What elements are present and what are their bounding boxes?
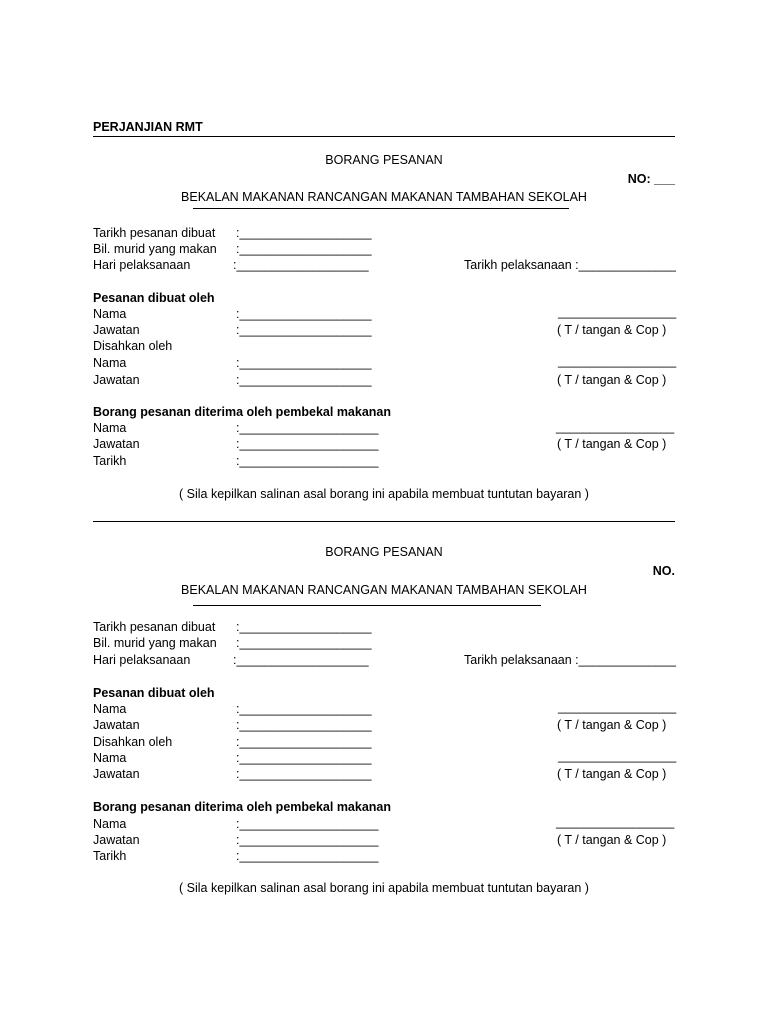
field-label-jawatan: Jawatan — [93, 718, 140, 732]
signature-line[interactable]: _________________ — [556, 420, 675, 434]
signature-line[interactable]: _________________ — [556, 815, 675, 829]
field-disahkan-nama[interactable]: :___________________ — [236, 751, 372, 765]
form-note: ( Sila kepilkan salinan asal borang ini apabila membuat tuntutan bayaran ) — [179, 487, 589, 501]
field-label-nama: Nama — [93, 307, 127, 321]
signature-caption: ( T / tangan & Cop ) — [557, 767, 667, 781]
field-bil-murid[interactable]: :___________________ — [236, 242, 372, 256]
field-label-nama: Nama — [93, 751, 127, 765]
field-label-jawatan: Jawatan — [93, 437, 140, 451]
field-tarikh-pesanan[interactable]: :___________________ — [236, 226, 372, 240]
signature-caption: ( T / tangan & Cop ) — [557, 437, 667, 451]
field-bil-murid[interactable]: :___________________ — [236, 636, 372, 650]
field-label-jawatan: Jawatan — [93, 323, 140, 337]
field-disahkan-jawatan[interactable]: :___________________ — [236, 767, 372, 781]
form-number: NO: ___ — [627, 172, 675, 186]
field-label-nama: Nama — [93, 356, 127, 370]
field-hari-pelaksanaan[interactable]: :___________________ — [233, 258, 369, 272]
field-hari-pelaksanaan[interactable]: :___________________ — [233, 653, 369, 667]
field-label-hari-pelaksanaan: Hari pelaksanaan — [93, 653, 191, 667]
field-label-nama: Nama — [93, 817, 127, 831]
signature-caption: ( T / tangan & Cop ) — [557, 323, 667, 337]
field-label-bil-murid: Bil. murid yang makan — [93, 242, 217, 256]
field-disahkan-jawatan[interactable]: :___________________ — [236, 373, 372, 387]
field-label-tarikh: Tarikh — [93, 849, 127, 863]
field-label-hari-pelaksanaan: Hari pelaksanaan — [93, 258, 191, 272]
field-label-jawatan: Jawatan — [93, 767, 140, 781]
subtitle-underline — [193, 208, 569, 209]
section-heading-disahkan: Disahkan oleh — [93, 735, 173, 749]
section-heading-pesanan: Pesanan dibuat oleh — [93, 291, 215, 305]
field-pesanan-nama[interactable]: :___________________ — [236, 307, 372, 321]
subtitle-underline — [193, 605, 541, 606]
field-label-tarikh-pesanan: Tarikh pesanan dibuat — [93, 620, 216, 634]
section-heading-diterima: Borang pesanan diterima oleh pembekal makanan — [93, 405, 392, 419]
field-label-jawatan: Jawatan — [93, 833, 140, 847]
form-subtitle: BEKALAN MAKANAN RANCANGAN MAKANAN TAMBAHAN SEKOLAH — [181, 190, 587, 204]
form-subtitle: BEKALAN MAKANAN RANCANGAN MAKANAN TAMBAHAN SEKOLAH — [181, 583, 587, 597]
signature-caption: ( T / tangan & Cop ) — [557, 373, 667, 387]
field-diterima-jawatan[interactable]: :____________________ — [236, 437, 379, 451]
signature-line[interactable]: _________________ — [558, 354, 677, 368]
form-title: BORANG PESANAN — [325, 545, 443, 559]
section-divider — [93, 521, 675, 522]
field-disahkan-heading[interactable]: :___________________ — [236, 735, 372, 749]
signature-line[interactable]: _________________ — [558, 700, 677, 714]
section-heading-pesanan: Pesanan dibuat oleh — [93, 686, 215, 700]
field-diterima-jawatan[interactable]: :____________________ — [236, 833, 379, 847]
field-label-tarikh-pesanan: Tarikh pesanan dibuat — [93, 226, 216, 240]
field-label-tarikh: Tarikh — [93, 454, 127, 468]
document-title: PERJANJIAN RMT — [93, 120, 203, 134]
title-underline — [93, 136, 675, 137]
signature-line[interactable]: _________________ — [558, 749, 677, 763]
signature-caption: ( T / tangan & Cop ) — [557, 718, 667, 732]
field-pesanan-jawatan[interactable]: :___________________ — [236, 323, 372, 337]
field-diterima-nama[interactable]: :____________________ — [236, 817, 379, 831]
field-diterima-nama[interactable]: :____________________ — [236, 421, 379, 435]
field-tarikh-pelaksanaan[interactable]: Tarikh pelaksanaan :______________ — [464, 653, 676, 667]
form-note: ( Sila kepilkan salinan asal borang ini apabila membuat tuntutan bayaran ) — [179, 881, 589, 895]
field-pesanan-nama[interactable]: :___________________ — [236, 702, 372, 716]
section-heading-disahkan: Disahkan oleh — [93, 339, 173, 353]
field-label-nama: Nama — [93, 421, 127, 435]
field-disahkan-nama[interactable]: :___________________ — [236, 356, 372, 370]
field-pesanan-jawatan[interactable]: :___________________ — [236, 718, 372, 732]
field-label-nama: Nama — [93, 702, 127, 716]
section-heading-diterima: Borang pesanan diterima oleh pembekal makanan — [93, 800, 392, 814]
field-diterima-tarikh[interactable]: :____________________ — [236, 849, 379, 863]
field-label-jawatan: Jawatan — [93, 373, 140, 387]
field-tarikh-pelaksanaan[interactable]: Tarikh pelaksanaan :______________ — [464, 258, 676, 272]
form-title: BORANG PESANAN — [325, 153, 443, 167]
field-label-bil-murid: Bil. murid yang makan — [93, 636, 217, 650]
field-tarikh-pesanan[interactable]: :___________________ — [236, 620, 372, 634]
form-number: NO. — [652, 564, 675, 578]
signature-line[interactable]: _________________ — [558, 305, 677, 319]
signature-caption: ( T / tangan & Cop ) — [557, 833, 667, 847]
field-diterima-tarikh[interactable]: :____________________ — [236, 454, 379, 468]
